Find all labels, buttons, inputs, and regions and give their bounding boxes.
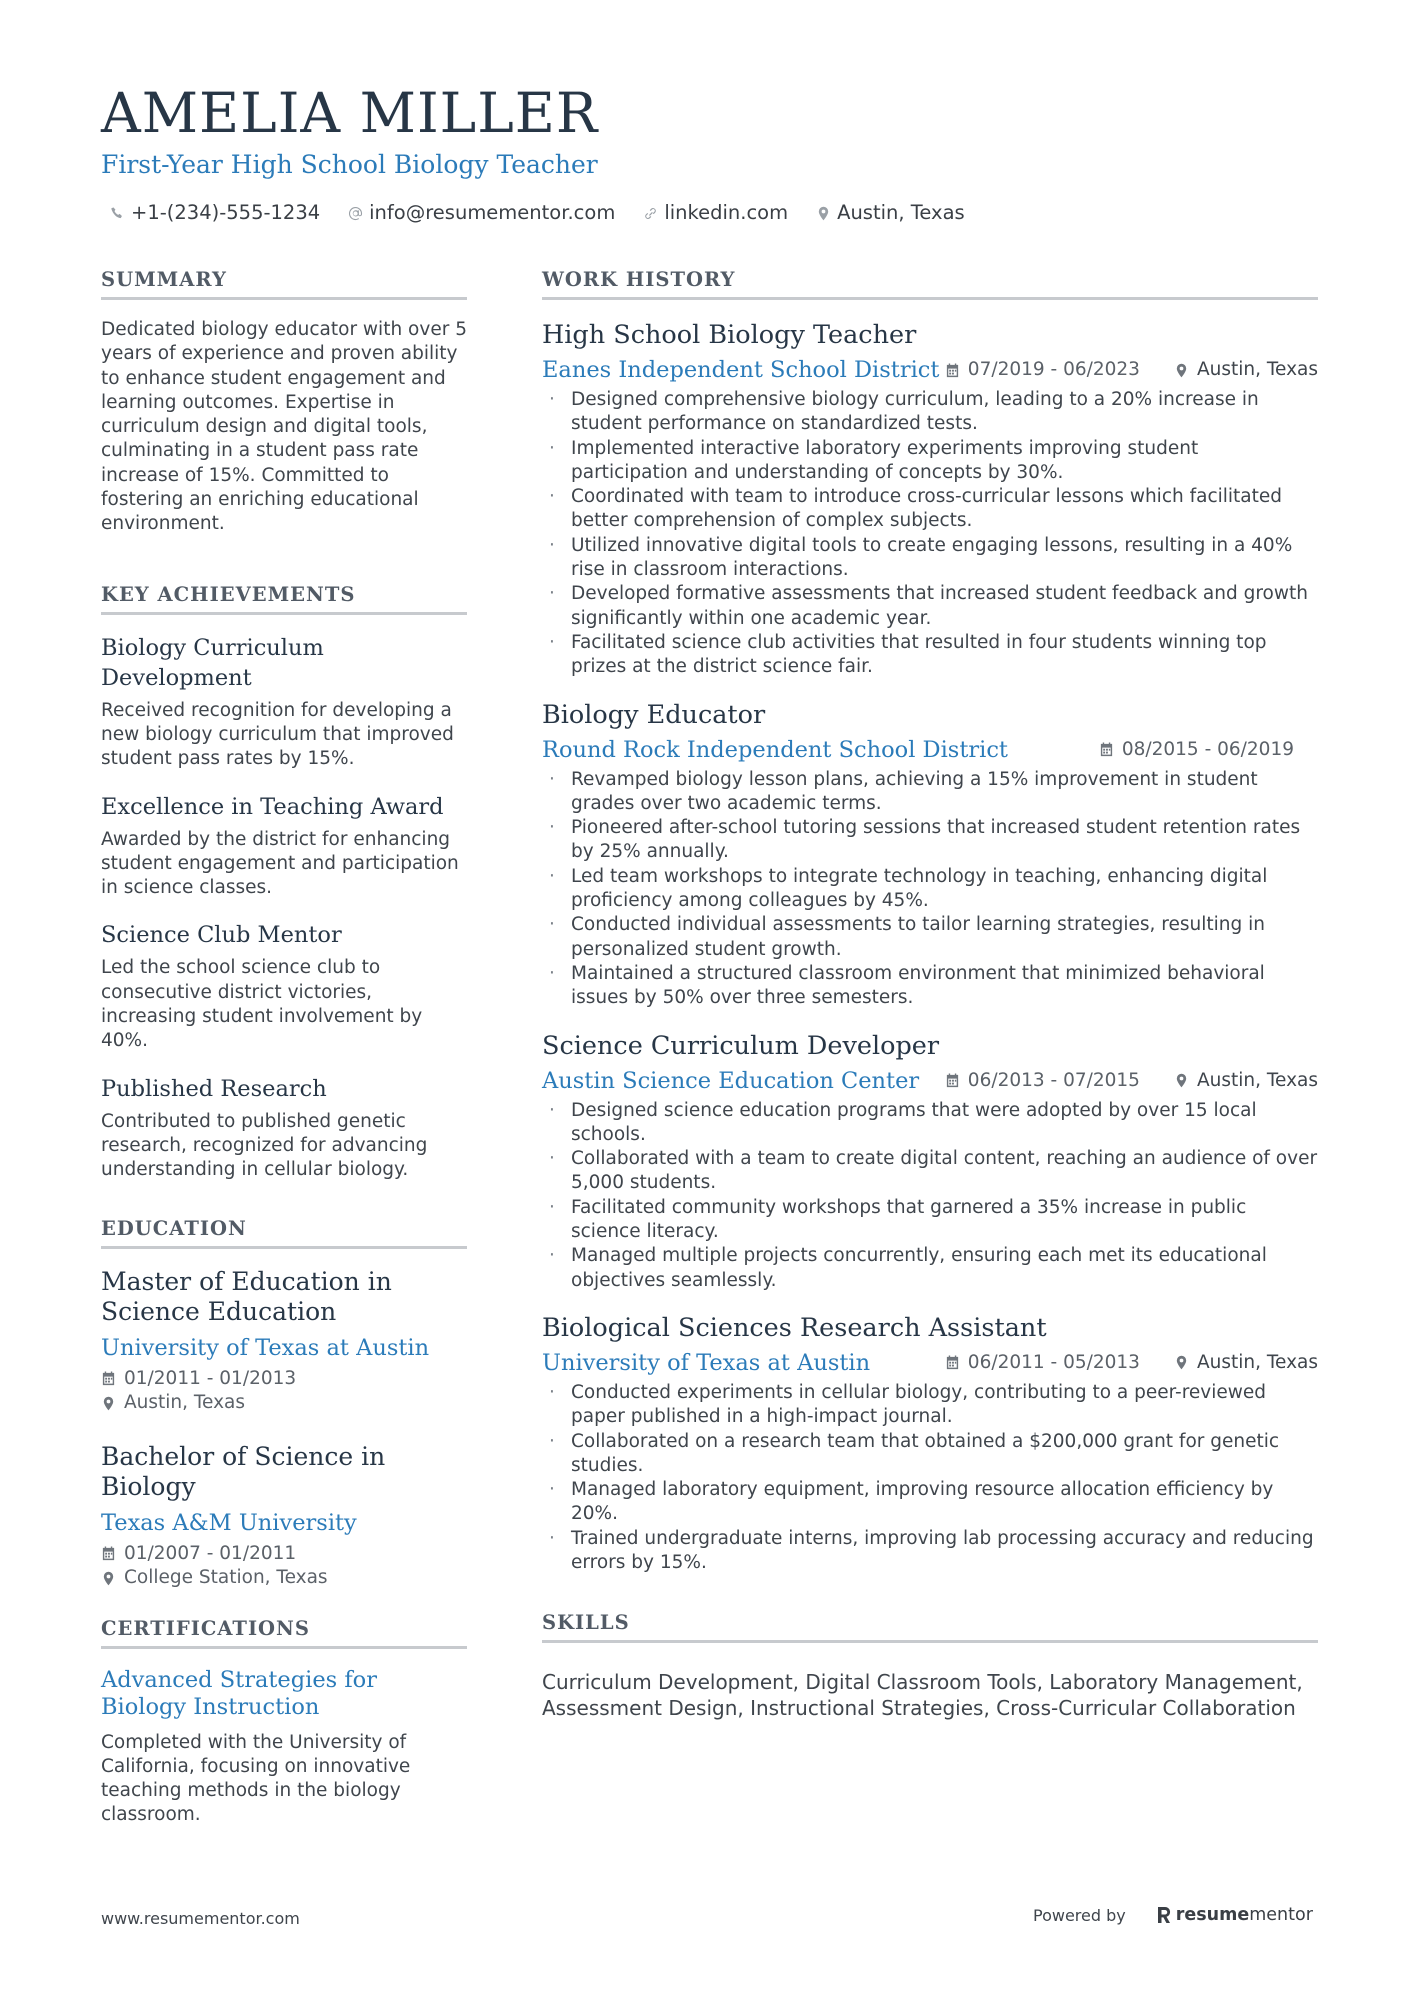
achievement-title: Excellence in Teaching Award [101,793,444,820]
map-pin-icon [101,1571,116,1586]
achievement-title: Science Club Mentor [101,922,342,949]
achievements-heading: KEY ACHIEVEMENTS [101,583,467,615]
job-bullet: · Facilitated science club activities that resulted in four students winning top prizes at the district science fair. [542,631,1318,680]
job-bullet: · Facilitated community workshops that garnered a 35% increase in public science literacy. [542,1196,1318,1245]
company-name: Eanes Independent School District [542,357,940,383]
phone-text[interactable]: +1-(234)-555-1234 [131,201,321,224]
job-meta [945,354,1318,386]
calendar-icon [101,1546,116,1561]
achievement-item [101,1074,467,1183]
job-location-text: Austin, Texas [1196,1351,1318,1373]
calendar-icon [1099,742,1114,757]
job-bullets [542,1381,1318,1575]
school-name: University of Texas at Austin [101,1334,430,1361]
location-text: Austin, Texas [124,1392,246,1414]
job-dates: 06/2013 - 07/2015 [967,1069,1140,1091]
dates-text: 01/2007 - 01/2011 [124,1542,297,1564]
education-section [101,1217,467,1591]
contact-bar [110,199,965,227]
job-info-row [542,1347,1318,1379]
degree-title: Bachelor of Science in Biology [101,1441,386,1501]
job-title: High School Biology Teacher [542,320,917,350]
job-bullet: · Conducted experiments in cellular biology, contributing to a peer-reviewed paper published in a high-impact journal. [542,1381,1318,1430]
job-location [1174,1347,1318,1379]
job-bullet: · Managed laboratory equipment, improving resource allocation efficiency by 20%. [542,1478,1318,1527]
job-entry [542,1029,1318,1293]
achievement-item [101,633,467,772]
job-meta [1099,734,1294,766]
job-entry [542,1311,1318,1575]
job-dates: 07/2019 - 06/2023 [967,359,1140,380]
achievement-title: Published Research [101,1075,327,1102]
certification-item [101,1667,467,1828]
achievement-item [101,920,467,1053]
job-bullet: · Led team workshops to integrate technology in teaching, enhancing digital proficiency among colleagues by 45%. [542,865,1318,914]
job-bullet: · Pioneered after-school tutoring sessions that increased student retention rates by 25% annually. [542,816,1318,865]
education-location [101,1566,467,1591]
brand-logo[interactable] [1156,1905,1313,1925]
job-title: Biological Sciences Research Assistant [542,1312,1047,1343]
job-info-row [542,1065,1318,1097]
brand-rest: mentor [1249,1905,1313,1925]
achievements-section [101,583,467,1183]
company-name: University of Texas at Austin [542,1349,871,1376]
job-bullet: · Implemented interactive laboratory experiments improving student participation and understanding of concepts by 30%. [542,437,1318,486]
contact-location [816,199,965,227]
phone-icon [110,206,125,221]
job-entry [542,318,1318,680]
education-dates [101,1367,467,1392]
job-info-row [542,734,1318,766]
resumementor-logo-icon [1156,1905,1172,1925]
job-location-text: Austin, Texas [1196,359,1318,380]
job-info-row [542,354,1318,386]
summary-section [101,268,467,537]
certifications-heading: CERTIFICATIONS [101,1617,467,1649]
job-bullet: · Designed science education programs that were adopted by over 15 local schools. [542,1099,1318,1148]
job-location [1174,1065,1318,1097]
job-bullet: · Designed comprehensive biology curriculum, leading to a 20% increase in student performance on standardized tests. [542,388,1318,437]
job-location [1174,354,1318,386]
skills-heading: SKILLS [542,1611,1318,1643]
calendar-icon [945,363,960,378]
education-heading: EDUCATION [101,1217,467,1249]
skills-section [542,1611,1318,1721]
work-heading: WORK HISTORY [542,268,1318,300]
job-bullets [542,388,1318,680]
achievement-text: Contributed to published genetic research, recognized for advancing understanding in cellular biology. [101,1110,428,1181]
map-pin-icon [1174,1073,1189,1088]
job-bullet: · Conducted individual assessments to tailor learning strategies, resulting in personalized student growth. [542,913,1318,962]
degree-title: Master of Education in Science Education [101,1266,392,1326]
location-text: Austin, Texas [837,201,965,224]
map-pin-icon [1174,1355,1189,1370]
right-column [542,268,1318,1721]
candidate-name: AMELIA MILLER [101,81,599,145]
job-meta [945,1347,1318,1379]
job-bullet: · Managed multiple projects concurrently, ensuring each met its educational objectives seamlessly. [542,1244,1318,1293]
achievement-item [101,792,467,901]
job-location-text: Austin, Texas [1196,1069,1318,1091]
dates-text: 01/2011 - 01/2013 [124,1367,297,1389]
job-bullet: · Collaborated with a team to create digital content, reaching an audience of over 5,000 students. [542,1147,1318,1196]
map-pin-icon [816,206,831,221]
map-pin-icon [1174,363,1189,378]
achievement-text: Awarded by the district for enhancing student engagement and participation in science classes. [101,828,459,899]
brand-bold: resume [1175,1905,1250,1925]
achievement-text: Led the school science club to consecutive district victories, increasing student involvement by 40%. [101,957,423,1052]
email-text[interactable]: info@resumementor.com [369,201,616,224]
work-section [542,268,1318,1575]
contact-phone [110,199,320,227]
footer-branding [1033,1905,1313,1925]
summary-text: Dedicated biology educator with over 5 years of experience and proven ability to enhance student engagement and learning outcomes. Expertise in curriculum design and digital tools, culminating in a student pass rate increase of 15%. Committed to fostering an enriching educational environment. [101,319,467,535]
job-bullet: · Maintained a structured classroom environment that minimized behavioral issues by 50% over three semesters. [542,962,1318,1011]
achievement-title: Biology Curriculum Development [101,634,324,691]
company-name: Austin Science Education Center [542,1067,920,1094]
company-name: Round Rock Independent School District [542,736,1008,763]
job-bullets [542,1099,1318,1293]
school-name: Texas A&M University [101,1509,357,1536]
calendar-icon [945,1073,960,1088]
link-icon [643,206,658,221]
job-entry [542,698,1318,1011]
education-location [101,1391,467,1416]
certifications-section [101,1617,467,1828]
job-bullet: · Revamped biology lesson plans, achieving a 15% improvement in student grades over two academic terms. [542,768,1318,817]
at-icon [348,206,363,221]
powered-by-text: Powered by [1033,1905,1126,1925]
footer-website[interactable]: www.resumementor.com [101,1909,300,1928]
job-bullet: · Coordinated with team to introduce cross-curricular lessons which facilitated better comprehension of complex subjects. [542,485,1318,534]
job-title: Biology Educator [542,699,766,730]
left-column [101,268,467,1828]
calendar-icon [101,1371,116,1386]
job-dates: 08/2015 - 06/2019 [1121,738,1294,760]
calendar-icon [945,1355,960,1370]
certification-title: Advanced Strategies for Biology Instruction [101,1666,377,1720]
job-title: Science Curriculum Developer [542,1030,940,1061]
education-item [101,1267,467,1416]
job-meta [945,1065,1318,1097]
job-bullet: · Developed formative assessments that increased student feedback and growth significantly within one academic year. [542,582,1318,631]
contact-linkedin [643,199,788,227]
education-item [101,1442,467,1591]
education-dates [101,1542,467,1567]
linkedin-text[interactable]: linkedin.com [664,201,789,224]
certification-text: Completed with the University of California, focusing on innovative teaching methods in the biology classroom. [101,1731,411,1826]
job-bullet: · Collaborated on a research team that obtained a $200,000 grant for genetic studies. [542,1430,1318,1479]
job-bullet: · Utilized innovative digital tools to create engaging lessons, resulting in a 40% rise in classroom interactions. [542,534,1318,583]
contact-email [348,199,615,227]
job-bullets [542,768,1318,1011]
candidate-headline: First-Year High School Biology Teacher [101,150,598,179]
location-text: College Station, Texas [124,1567,328,1589]
job-dates: 06/2011 - 05/2013 [967,1351,1140,1373]
achievement-text: Received recognition for developing a new biology curriculum that improved student pass rates by 15%. [101,699,454,770]
map-pin-icon [101,1396,116,1411]
job-bullet: · Trained undergraduate interns, improving lab processing accuracy and reducing errors by 15%. [542,1527,1318,1576]
summary-heading: SUMMARY [101,268,467,300]
skills-text: Curriculum Development, Digital Classroom Tools, Laboratory Management, Assessment Design, Instructional Strategies, Cross-Curricular Collaboration [542,1670,1303,1721]
